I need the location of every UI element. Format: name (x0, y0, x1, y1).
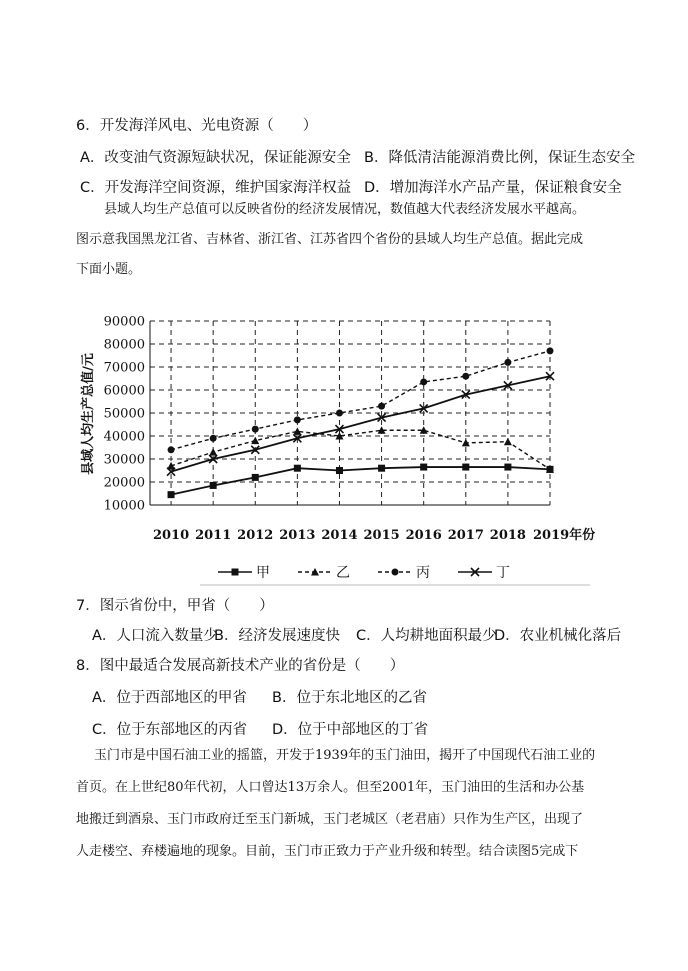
x-tick-2011: 2011 (195, 528, 232, 543)
x-tick-2016: 2016 (405, 528, 442, 543)
series-4 (167, 372, 554, 475)
series-line-3 (171, 351, 550, 450)
y-tick-60000: 60000 (103, 383, 145, 399)
series-3-point-2013 (294, 416, 301, 423)
y-tick-50000: 50000 (103, 406, 145, 422)
series-3-point-2019 (547, 347, 554, 354)
series-3-point-2018 (504, 359, 511, 366)
series-1-point-2015 (378, 465, 385, 472)
series-3 (168, 347, 554, 453)
q7-option-b: B．经济发展速度快 (214, 628, 340, 644)
y-tick-10000: 10000 (103, 498, 145, 514)
chart-y-ticks (104, 315, 145, 514)
series-1-point-2010 (168, 491, 175, 498)
legend-label-1: 甲 (256, 565, 270, 581)
series-2-point-2012 (251, 437, 259, 445)
y-tick-20000: 20000 (103, 475, 145, 491)
x-tick-2017: 2017 (447, 528, 484, 543)
legend-marker-1 (232, 569, 239, 576)
q6-option-b: B．降低清洁能源消费比例，保证生态安全 (364, 150, 635, 166)
series-3-point-2012 (252, 426, 259, 433)
series-1-point-2013 (294, 465, 301, 472)
series-2-point-2018 (504, 438, 512, 446)
series-3-point-2015 (378, 403, 385, 410)
legend-label-4: 丁 (496, 565, 510, 581)
series-3-point-2011 (210, 435, 217, 442)
y-tick-70000: 70000 (103, 360, 145, 376)
q6-option-c: C．开发海洋空间资源，维护国家海洋权益 (80, 180, 352, 196)
q7-option-a: A．人口流入数量少 (92, 628, 218, 644)
y-tick-30000: 30000 (103, 452, 145, 468)
y-tick-90000: 90000 (103, 314, 145, 330)
series-1-point-2017 (462, 464, 469, 471)
series-1-point-2016 (420, 464, 427, 471)
series-line-1 (171, 467, 550, 495)
series-1-point-2018 (504, 464, 511, 471)
q6-option-a: A．改变油气资源短缺状况，保证能源安全 (80, 150, 351, 166)
q8-option-d: D．位于中部地区的丁省 (272, 722, 429, 738)
chart-grid (150, 321, 550, 505)
line-chart (70, 308, 610, 586)
legend-item-4 (458, 565, 510, 581)
q6-stem: 6．开发海洋风电、光电资源（ ） (76, 118, 318, 134)
chart-x-ticks (153, 527, 595, 543)
legend-item-1 (218, 565, 270, 581)
series-1-point-2012 (252, 474, 259, 481)
q8-option-b: B．位于东北地区的乙省 (272, 690, 427, 706)
x-tick-2018: 2018 (489, 528, 526, 543)
legend-label-3: 丙 (416, 565, 430, 581)
series-1 (168, 464, 554, 499)
x-tick-2013: 2013 (279, 528, 316, 543)
series-3-point-2016 (420, 378, 427, 385)
series-1-point-2011 (210, 482, 217, 489)
legend-label-2: 乙 (336, 565, 350, 581)
legend-item-3 (378, 565, 430, 581)
x-tick-2015: 2015 (363, 528, 400, 543)
q8-option-c: C．位于东部地区的丙省 (92, 722, 248, 738)
q7-option-c: C．人均耕地面积最少 (356, 628, 497, 644)
series-3-point-2017 (462, 373, 469, 380)
legend-item-2 (298, 565, 350, 581)
q7-stem: 7．图示省份中，甲省（ ） (76, 598, 274, 614)
series-2-point-2011 (209, 448, 217, 456)
chart-ylabel: 县域人均生产总值/元 (81, 353, 96, 475)
chart-series (167, 347, 554, 498)
q7-option-d: D．农业机械化落后 (494, 628, 622, 644)
x-tick-2012: 2012 (237, 528, 274, 543)
chart-legend (200, 565, 590, 585)
x-tick-2010: 2010 (152, 528, 190, 543)
q6-option-d: D．增加海洋水产品产量，保证粮食安全 (364, 180, 622, 196)
series-1-point-2014 (336, 467, 343, 474)
y-tick-80000: 80000 (103, 337, 145, 353)
q8-option-a: A．位于西部地区的甲省 (92, 690, 247, 706)
series-line-4 (171, 376, 550, 471)
x-tick-2014: 2014 (321, 528, 358, 543)
series-3-point-2010 (168, 446, 175, 453)
legend-marker-3 (392, 569, 399, 576)
series-3-point-2014 (336, 410, 343, 417)
x-tick-2019: 2019年份 (533, 528, 596, 543)
q8-stem: 8．图中最适合发展高新技术产业的省份是（ ） (76, 658, 405, 674)
y-tick-40000: 40000 (103, 429, 145, 445)
series-2 (167, 426, 554, 473)
